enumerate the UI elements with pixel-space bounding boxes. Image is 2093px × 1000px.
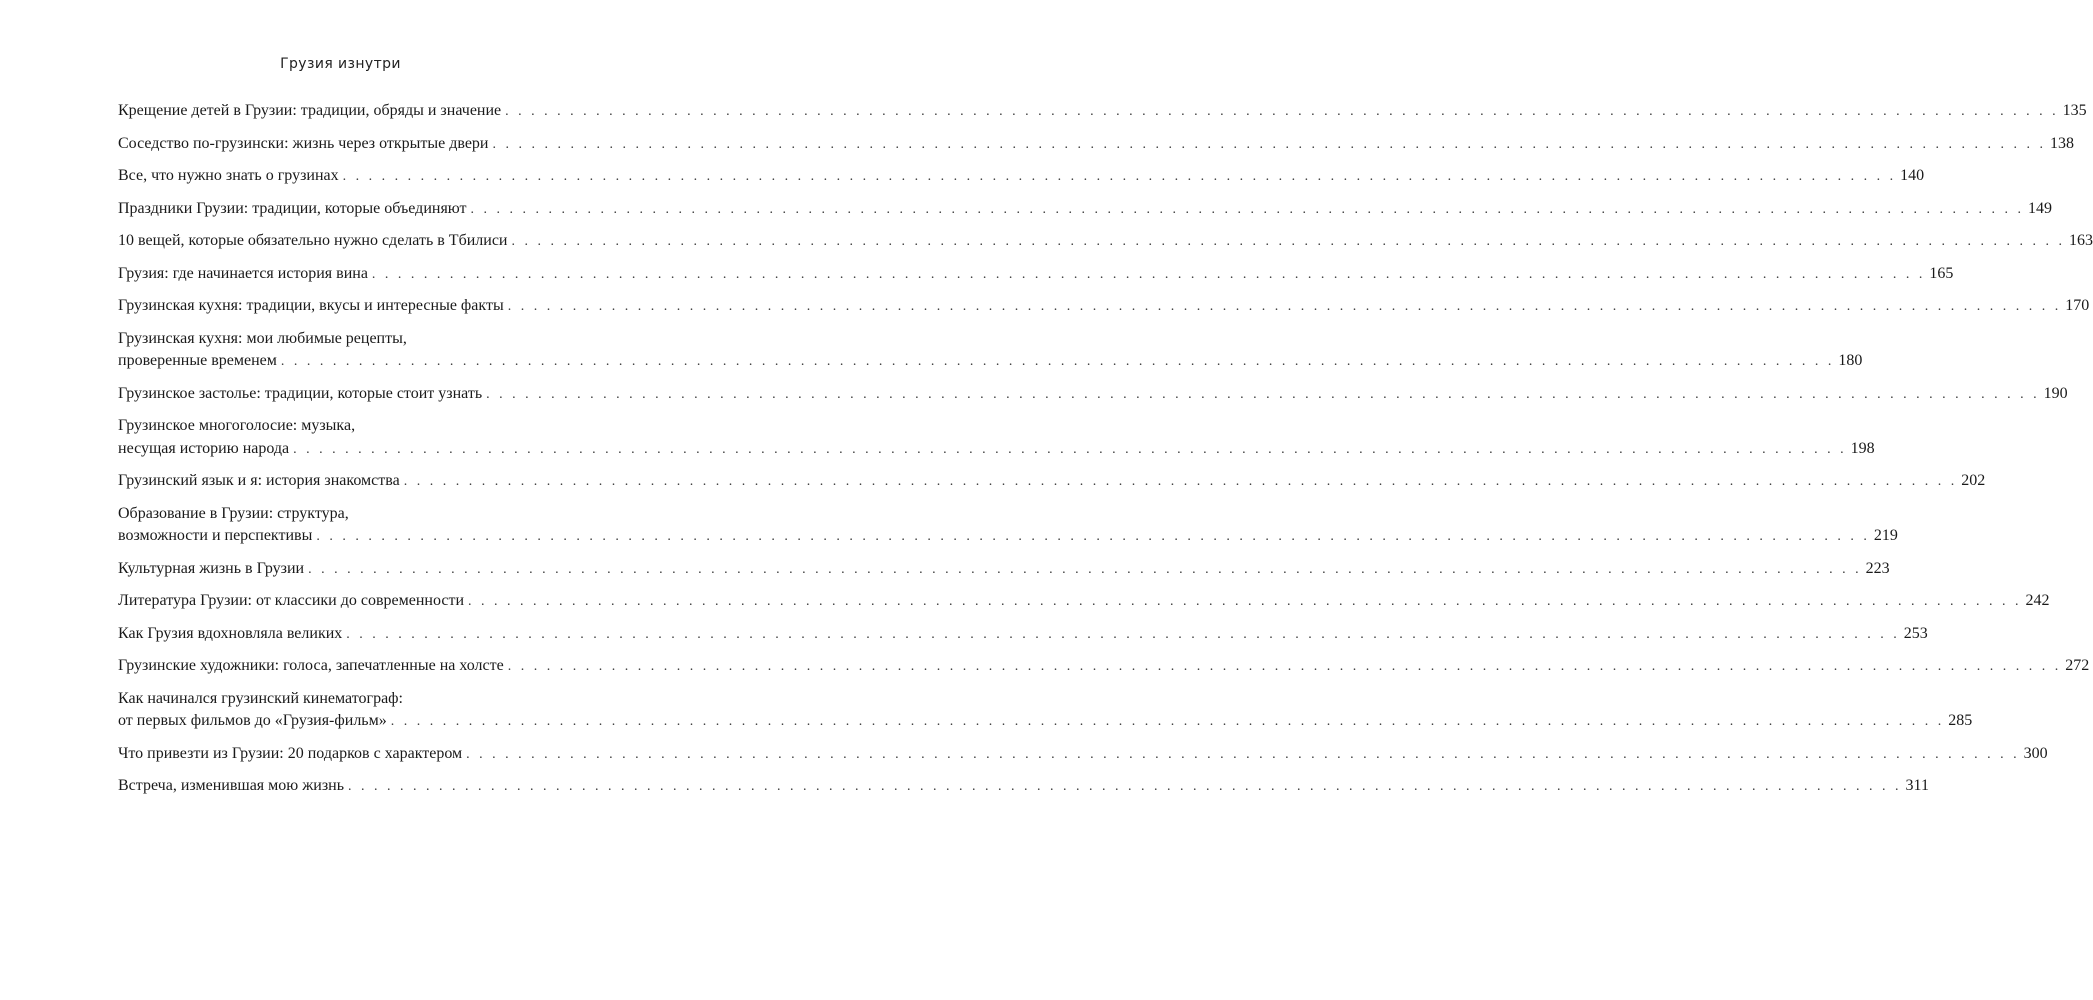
toc-page-number: 190 (2043, 384, 2068, 402)
toc-entry[interactable] (118, 328, 1863, 374)
toc-page-number: 149 (2028, 199, 2053, 217)
toc-entry-line (118, 198, 2053, 222)
toc-entry-line (118, 328, 597, 351)
toc-entry-title: Все, что нужно знать о грузинах (118, 167, 339, 184)
dot-leader: . . . . . . . . . . . . . . . . . . . . . . . . . . . . . . . . . . . . . . . . . . . . . . . . . . . . . . . . . . . . . . . . . . . . . . . . . . . . . . . . . . . . . . . . . . . . . . . . . . . . . . . . . . . . . . . . . . . . . . . . (507, 659, 2062, 674)
toc-entry[interactable] (118, 133, 2074, 157)
toc-entry-line (118, 295, 2090, 319)
toc-entry-title: Праздники Грузии: традиции, которые объединяют (118, 199, 467, 217)
toc-page-number: 135 (2062, 102, 2087, 119)
toc-entry-title: Грузия: где начинается история вина (118, 264, 368, 282)
toc-entry-line (118, 100, 2087, 124)
toc-entry-line (118, 623, 1928, 647)
toc-entry[interactable] (118, 655, 2090, 679)
toc-entry[interactable] (118, 590, 2050, 614)
toc-entry-title: Как начинался грузинский кинематограф: (118, 689, 403, 707)
toc-entry-line (118, 133, 2074, 157)
toc-entry-title: от первых фильмов до «Грузия-фильм» (118, 712, 387, 729)
toc-entry-line (118, 655, 2090, 679)
toc-entry[interactable] (118, 775, 1929, 799)
toc-entry-title: Культурная жизнь в Грузии (118, 559, 305, 577)
toc-entry-line (118, 590, 2050, 614)
toc-entry[interactable] (118, 165, 1925, 189)
toc-entry[interactable] (118, 558, 1890, 582)
toc-entry-title: Что привезти из Грузии: 20 подарков с характером (118, 744, 463, 762)
toc-page-number: 198 (1850, 439, 1875, 457)
dot-leader: . . . . . . . . . . . . . . . . . . . . . . . . . . . . . . . . . . . . . . . . . . . . . . . . . . . . . . . . . . . . . . . . . . . . . . . . . . . . . . . . . . . . . . . . . . . . . . . . . . . . . . . . . . . . . . . . . . . . . . . . (466, 746, 2020, 762)
toc-entry-title: Грузинская кухня: традиции, вкусы и интересные факты (118, 297, 504, 314)
toc-entry-title: Литература Грузии: от классики до современности (118, 592, 465, 609)
toc-entry-title: 10 вещей, которые обязательно нужно сделать в Тбилиси (118, 232, 508, 249)
toc-entry[interactable] (118, 230, 2093, 254)
toc-entry-title: Соседство по-грузински: жизнь через открытые двери (118, 134, 489, 152)
toc-page-number: 165 (1929, 264, 1954, 282)
dot-leader: . . . . . . . . . . . . . . . . . . . . . . . . . . . . . . . . . . . . . . . . . . . . . . . . . . . . . . . . . . . . . . . . . . . . . . . . . . . . . . . . . . . . . . . . . . . . . . . . . . . . . . . . . . . . . . . . . . . . . . . . (348, 779, 1902, 794)
toc-entry-title: Образование в Грузии: структура, (118, 504, 349, 522)
dot-leader: . . . . . . . . . . . . . . . . . . . . . . . . . . . . . . . . . . . . . . . . . . . . . . . . . . . . . . . . . . . . . . . . . . . . . . . . . . . . . . . . . . . . . . . . . . . . . . . . . . . . . . . . . . . . . . . . . . . . . . . . (492, 136, 2046, 152)
toc-page-number: 285 (1948, 712, 1973, 729)
dot-leader: . . . . . . . . . . . . . . . . . . . . . . . . . . . . . . . . . . . . . . . . . . . . . . . . . . . . . . . . . . . . . . . . . . . . . . . . . . . . . . . . . . . . . . . . . . . . . . . . . . . . . . . . . . . . . . . . . . . . . . . . (371, 266, 1926, 282)
toc-entry-title: проверенные временем (118, 352, 277, 369)
toc-entry-line (118, 350, 1863, 374)
toc-entry-line (118, 710, 1973, 734)
toc-entry-line (118, 503, 597, 526)
toc-entry[interactable] (118, 743, 2048, 767)
toc-entry[interactable] (118, 263, 1954, 287)
dot-leader: . . . . . . . . . . . . . . . . . . . . . . . . . . . . . . . . . . . . . . . . . . . . . . . . . . . . . . . . . . . . . . . . . . . . . . . . . . . . . . . . . . . . . . . . . . . . . . . . . . . . . . . . . . . . . . . . . . . . . . . . (390, 714, 1945, 729)
toc-entry-line (118, 688, 597, 711)
toc-entry-title: Грузинское многоголосие: музыка, (118, 417, 356, 434)
toc-entry-title: Встреча, изменившая мою жизнь (118, 777, 345, 794)
toc-entry-line (118, 470, 1986, 494)
dot-leader: . . . . . . . . . . . . . . . . . . . . . . . . . . . . . . . . . . . . . . . . . . . . . . . . . . . . . . . . . . . . . . . . . . . . . . . . . . . . . . . . . . . . . . . . . . . . . . . . . . . . . . . . . . . . . . . . . . . . . . . . (316, 529, 1870, 544)
running-head: Грузия изнутри (280, 56, 401, 72)
toc-entry-line (118, 230, 2093, 254)
toc-page-number: 163 (2069, 232, 2093, 249)
dot-leader: . . . . . . . . . . . . . . . . . . . . . . . . . . . . . . . . . . . . . . . . . . . . . . . . . . . . . . . . . . . . . . . . . . . . . . . . . . . . . . . . . . . . . . . . . . . . . . . . . . . . . . . . . . . . . . . . . . . . . . . . (346, 626, 1900, 642)
dot-leader: . . . . . . . . . . . . . . . . . . . . . . . . . . . . . . . . . . . . . . . . . . . . . . . . . . . . . . . . . . . . . . . . . . . . . . . . . . . . . . . . . . . . . . . . . . . . . . . . . . . . . . . . . . . . . . . . . . . . . . . . (293, 441, 1847, 457)
toc-page-number: 242 (2025, 592, 2050, 609)
table-of-contents (118, 100, 2093, 808)
toc-entry-title: Грузинская кухня: мои любимые рецепты, (118, 329, 407, 347)
dot-leader: . . . . . . . . . . . . . . . . . . . . . . . . . . . . . . . . . . . . . . . . . . . . . . . . . . . . . . . . . . . . . . . . . . . . . . . . . . . . . . . . . . . . . . . . . . . . . . . . . . . . . . . . . . . . . . . . . . . . . . . . (486, 386, 2040, 402)
toc-entry[interactable] (118, 503, 1898, 549)
toc-entry-line (118, 558, 1890, 582)
toc-entry[interactable] (118, 295, 2090, 319)
toc-entry-line (118, 383, 2068, 407)
dot-leader: . . . . . . . . . . . . . . . . . . . . . . . . . . . . . . . . . . . . . . . . . . . . . . . . . . . . . . . . . . . . . . . . . . . . . . . . . . . . . . . . . . . . . . . . . . . . . . . . . . . . . . . . . . . . . . . . . . . . . . . . (308, 561, 1862, 577)
dot-leader: . . . . . . . . . . . . . . . . . . . . . . . . . . . . . . . . . . . . . . . . . . . . . . . . . . . . . . . . . . . . . . . . . . . . . . . . . . . . . . . . . . . . . . . . . . . . . . . . . . . . . . . . . . . . . . . . . . . . . . . . (507, 299, 2062, 314)
toc-entry[interactable] (118, 623, 1928, 647)
toc-page-number: 311 (1905, 777, 1929, 794)
toc-page-number: 219 (1873, 527, 1898, 544)
toc-entry-line (118, 415, 597, 438)
toc-page-number: 202 (1961, 472, 1986, 489)
toc-entry-title: Грузинский язык и я: история знакомства (118, 472, 400, 489)
toc-entry-title: Крещение детей в Грузии: традиции, обряды и значение (118, 102, 502, 119)
toc-page-number: 272 (2065, 657, 2090, 674)
toc-entry[interactable] (118, 100, 2087, 124)
toc-entry-title: возможности и перспективы (118, 527, 313, 544)
toc-entry-title: Грузинские художники: голоса, запечатленные на холсте (118, 657, 504, 674)
dot-leader: . . . . . . . . . . . . . . . . . . . . . . . . . . . . . . . . . . . . . . . . . . . . . . . . . . . . . . . . . . . . . . . . . . . . . . . . . . . . . . . . . . . . . . . . . . . . . . . . . . . . . . . . . . . . . . . . . . . . . . . . (470, 201, 2025, 217)
toc-entry-line (118, 165, 1925, 189)
toc-entry-line (118, 438, 1875, 462)
toc-entry-line (118, 743, 2048, 767)
toc-page-number: 170 (2065, 297, 2090, 314)
toc-entry[interactable] (118, 415, 1875, 461)
toc-entry[interactable] (118, 470, 1986, 494)
dot-leader: . . . . . . . . . . . . . . . . . . . . . . . . . . . . . . . . . . . . . . . . . . . . . . . . . . . . . . . . . . . . . . . . . . . . . . . . . . . . . . . . . . . . . . . . . . . . . . . . . . . . . . . . . . . . . . . . . . . . . . . . (468, 594, 2022, 609)
toc-page-number: 300 (2023, 744, 2048, 762)
dot-leader: . . . . . . . . . . . . . . . . . . . . . . . . . . . . . . . . . . . . . . . . . . . . . . . . . . . . . . . . . . . . . . . . . . . . . . . . . . . . . . . . . . . . . . . . . . . . . . . . . . . . . . . . . . . . . . . . . . . . . . . . (280, 354, 1835, 369)
dot-leader: . . . . . . . . . . . . . . . . . . . . . . . . . . . . . . . . . . . . . . . . . . . . . . . . . . . . . . . . . . . . . . . . . . . . . . . . . . . . . . . . . . . . . . . . . . . . . . . . . . . . . . . . . . . . . . . . . . . . . . . . (403, 474, 1958, 489)
toc-entry-title: Грузинское застолье: традиции, которые стоит узнать (118, 384, 483, 402)
toc-entry-title: Как Грузия вдохновляла великих (118, 624, 343, 642)
toc-page-number: 223 (1865, 559, 1890, 577)
dot-leader: . . . . . . . . . . . . . . . . . . . . . . . . . . . . . . . . . . . . . . . . . . . . . . . . . . . . . . . . . . . . . . . . . . . . . . . . . . . . . . . . . . . . . . . . . . . . . . . . . . . . . . . . . . . . . . . . . . . . . . . . (511, 234, 2065, 249)
toc-entry[interactable] (118, 688, 1973, 734)
dot-leader: . . . . . . . . . . . . . . . . . . . . . . . . . . . . . . . . . . . . . . . . . . . . . . . . . . . . . . . . . . . . . . . . . . . . . . . . . . . . . . . . . . . . . . . . . . . . . . . . . . . . . . . . . . . . . . . . . . . . . . . . (505, 104, 2059, 119)
toc-entry-line (118, 775, 1929, 799)
toc-entry[interactable] (118, 198, 2053, 222)
toc-page-number: 180 (1838, 352, 1863, 369)
toc-entry-title: несущая историю народа (118, 439, 290, 457)
toc-entry[interactable] (118, 383, 2068, 407)
toc-page-number: 253 (1903, 624, 1928, 642)
dot-leader: . . . . . . . . . . . . . . . . . . . . . . . . . . . . . . . . . . . . . . . . . . . . . . . . . . . . . . . . . . . . . . . . . . . . . . . . . . . . . . . . . . . . . . . . . . . . . . . . . . . . . . . . . . . . . . . . . . . . . . . . (342, 169, 1897, 184)
toc-page-number: 140 (1900, 167, 1925, 184)
toc-entry-line (118, 525, 1898, 549)
toc-page-number: 138 (2049, 134, 2074, 152)
toc-entry-line (118, 263, 1954, 287)
